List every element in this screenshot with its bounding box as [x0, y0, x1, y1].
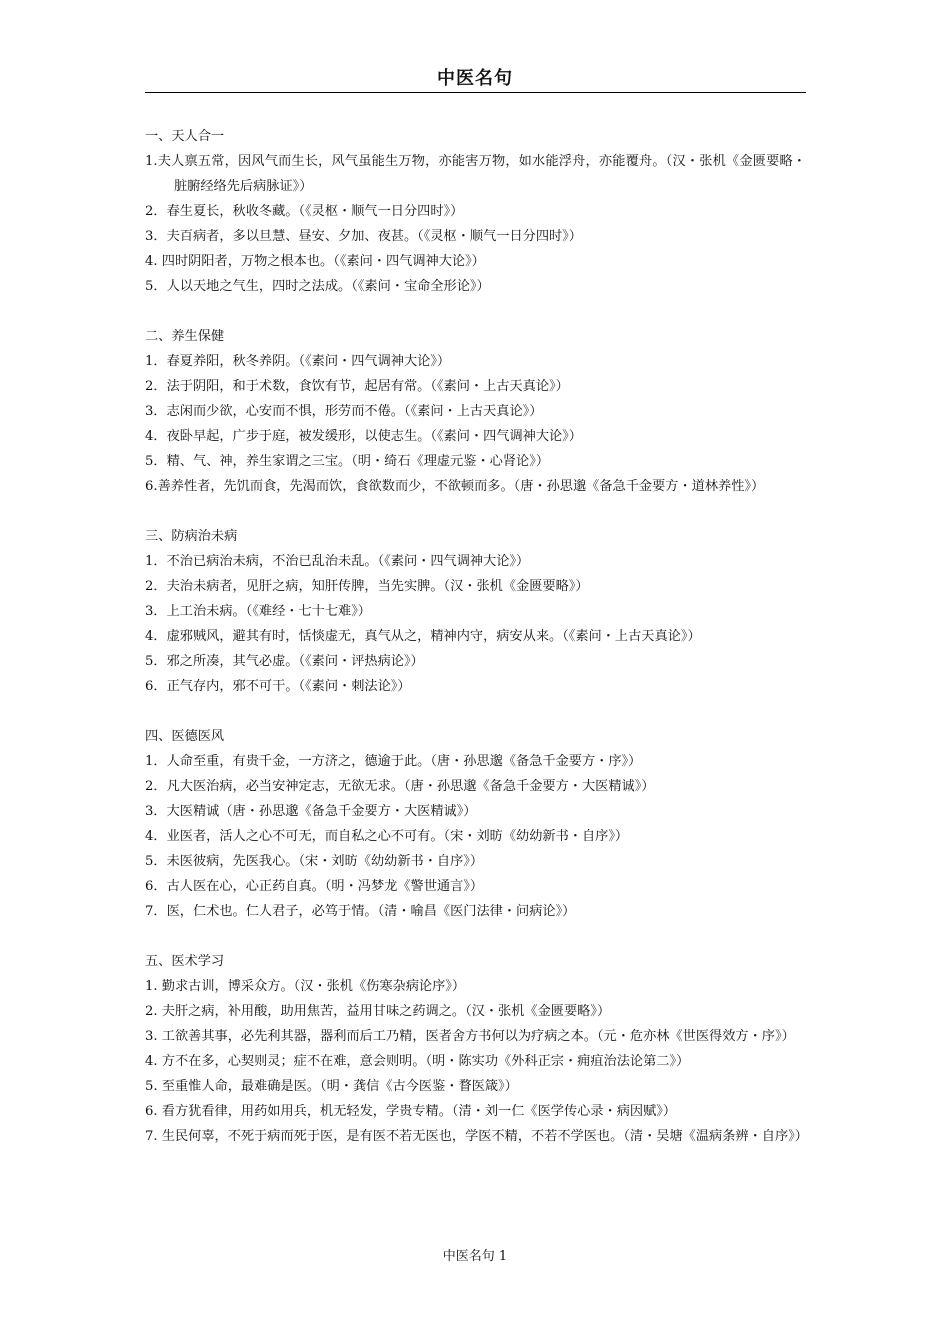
section-fangbing-zhiweibing [145, 524, 806, 699]
quote-item: 2. 夫肝之病，补用酸，助用焦苦，益用甘味之药调之。（汉・张机《金匮要略》） [145, 1004, 611, 1019]
quote-item: 6．正气存内，邪不可干。（《素问・刺法论》） [145, 679, 411, 694]
quote-item: 7. 生民何辜，不死于病而死于医，是有医不若无医也，学医不精，不若不学医也。（清・吴塘《温病条辨・自序》） [145, 1129, 808, 1144]
section-tianren-heyi [145, 124, 806, 299]
quote-item: 6．古人医在心，心正药自真。（明・冯梦龙《警世通言》） [145, 879, 484, 894]
section-heading: 五、医术学习 [145, 954, 225, 969]
quote-item: 5．人以天地之气生，四时之法成。（《素问・宝命全形论》） [145, 279, 490, 294]
section-heading: 三、防病治未病 [145, 529, 238, 544]
quote-item: 6. 看方犹看律，用药如用兵，机无轻发，学贵专精。（清・刘一仁《医学传心录・病因赋》） [145, 1104, 677, 1119]
quote-item: 6.善养性者，先饥而食，先渴而饮，食欲数而少，不欲顿而多。（唐・孙思邈《备急千金要方・道林养性》） [145, 479, 765, 494]
quote-item: 3．大医精诚（唐・孙思邈《备急千金要方・大医精诚》） [145, 804, 477, 819]
title-underline [145, 92, 806, 93]
section-yishu-xuexi [145, 949, 806, 1149]
quote-item: 4. 方不在多，心契则灵；症不在难，意会则明。（明・陈实功《外科正宗・痈疽治法论第二》） [145, 1054, 690, 1069]
section-heading: 二、养生保健 [145, 329, 225, 344]
quote-item: 5．未医彼病，先医我心。（宋・刘昉《幼幼新书・自序》） [145, 854, 484, 869]
quote-item: 7．医，仁术也。仁人君子，必笃于情。（清・喻昌《医门法律・问病论》） [145, 904, 576, 919]
quote-item: 3．上工治未病。（《难经・七十七难》） [145, 604, 371, 619]
quote-item: 1. 勤求古训，博采众方。（汉・张机《伤寒杂病论序》） [145, 979, 466, 994]
quote-item: 3．志闲而少欲，心安而不惧，形劳而不倦。（《素问・上古天真论》） [145, 404, 543, 419]
quote-item: 3. 工欲善其事，必先利其器，器利而后工乃精，医者舍方书何以为疗病之本。（元・危亦林《世医得效方・序》） [145, 1029, 795, 1044]
section-heading: 一、天人合一 [145, 129, 225, 144]
quote-item: 2．法于阴阳，和于术数，食饮有节，起居有常。（《素问・上古天真论》） [145, 379, 569, 394]
quote-item: 1.夫人禀五常，因风气而生长，风气虽能生万物，亦能害万物，如水能浮舟，亦能覆舟。（汉・张机《金匮要略・脏腑经络先后病脉证》） [145, 154, 806, 194]
quote-item: 1．人命至重，有贵千金，一方济之，德逾于此。（唐・孙思邈《备急千金要方・序》） [145, 754, 642, 769]
quote-item: 1．不治已病治未病，不治已乱治未乱。（《素问・四气调神大论》） [145, 554, 530, 569]
section-yangsheng-baojian [145, 324, 806, 499]
quote-item: 1．春夏养阳，秋冬养阴。（《素问・四气调神大论》） [145, 354, 451, 369]
quote-item: 4．业医者，活人之心不可无，而自私之心不可有。（宋・刘昉《幼幼新书・自序》） [145, 829, 629, 844]
quote-item: 4．虚邪贼风，避其有时，恬惔虚无，真气从之，精神内守，病安从来。（《素问・上古天真论》） [145, 629, 701, 644]
document-title: 中医名句 [437, 68, 513, 89]
quote-item: 2．夫治未病者，见肝之病，知肝传脾，当先实脾。（汉・张机《金匮要略》） [145, 579, 589, 594]
section-yide-yifeng [145, 724, 806, 924]
quote-item: 2．凡大医治病，必当安神定志，无欲无求。（唐・孙思邈《备急千金要方・大医精诚》） [145, 779, 655, 794]
document-body [145, 124, 806, 1149]
quote-item: 5. 至重惟人命，最难确是医。（明・龚信《古今医鉴・瞀医箴》） [145, 1079, 518, 1094]
quote-item: 2．春生夏长，秋收冬藏。（《灵枢・顺气一日分四时》） [145, 204, 464, 219]
page-footer: 中医名句 1 [442, 1249, 508, 1264]
quote-item: 5．邪之所凑，其气必虚。（《素问・评热病论》） [145, 654, 424, 669]
quote-item: 4. 四时阴阳者，万物之根本也。（《素问・四气调神大论》） [145, 254, 485, 269]
quote-item: 5．精、气、神，养生家谓之三宝。（明・绮石《理虚元鉴・心肾论》） [145, 454, 549, 469]
quote-item: 3．夫百病者，多以旦慧、昼安、夕加、夜甚。（《灵枢・顺气一日分四时》） [145, 229, 582, 244]
quote-item: 4．夜卧早起，广步于庭，被发缓形，以使志生。（《素问・四气调神大论》） [145, 429, 582, 444]
section-heading: 四、医德医风 [145, 729, 225, 744]
